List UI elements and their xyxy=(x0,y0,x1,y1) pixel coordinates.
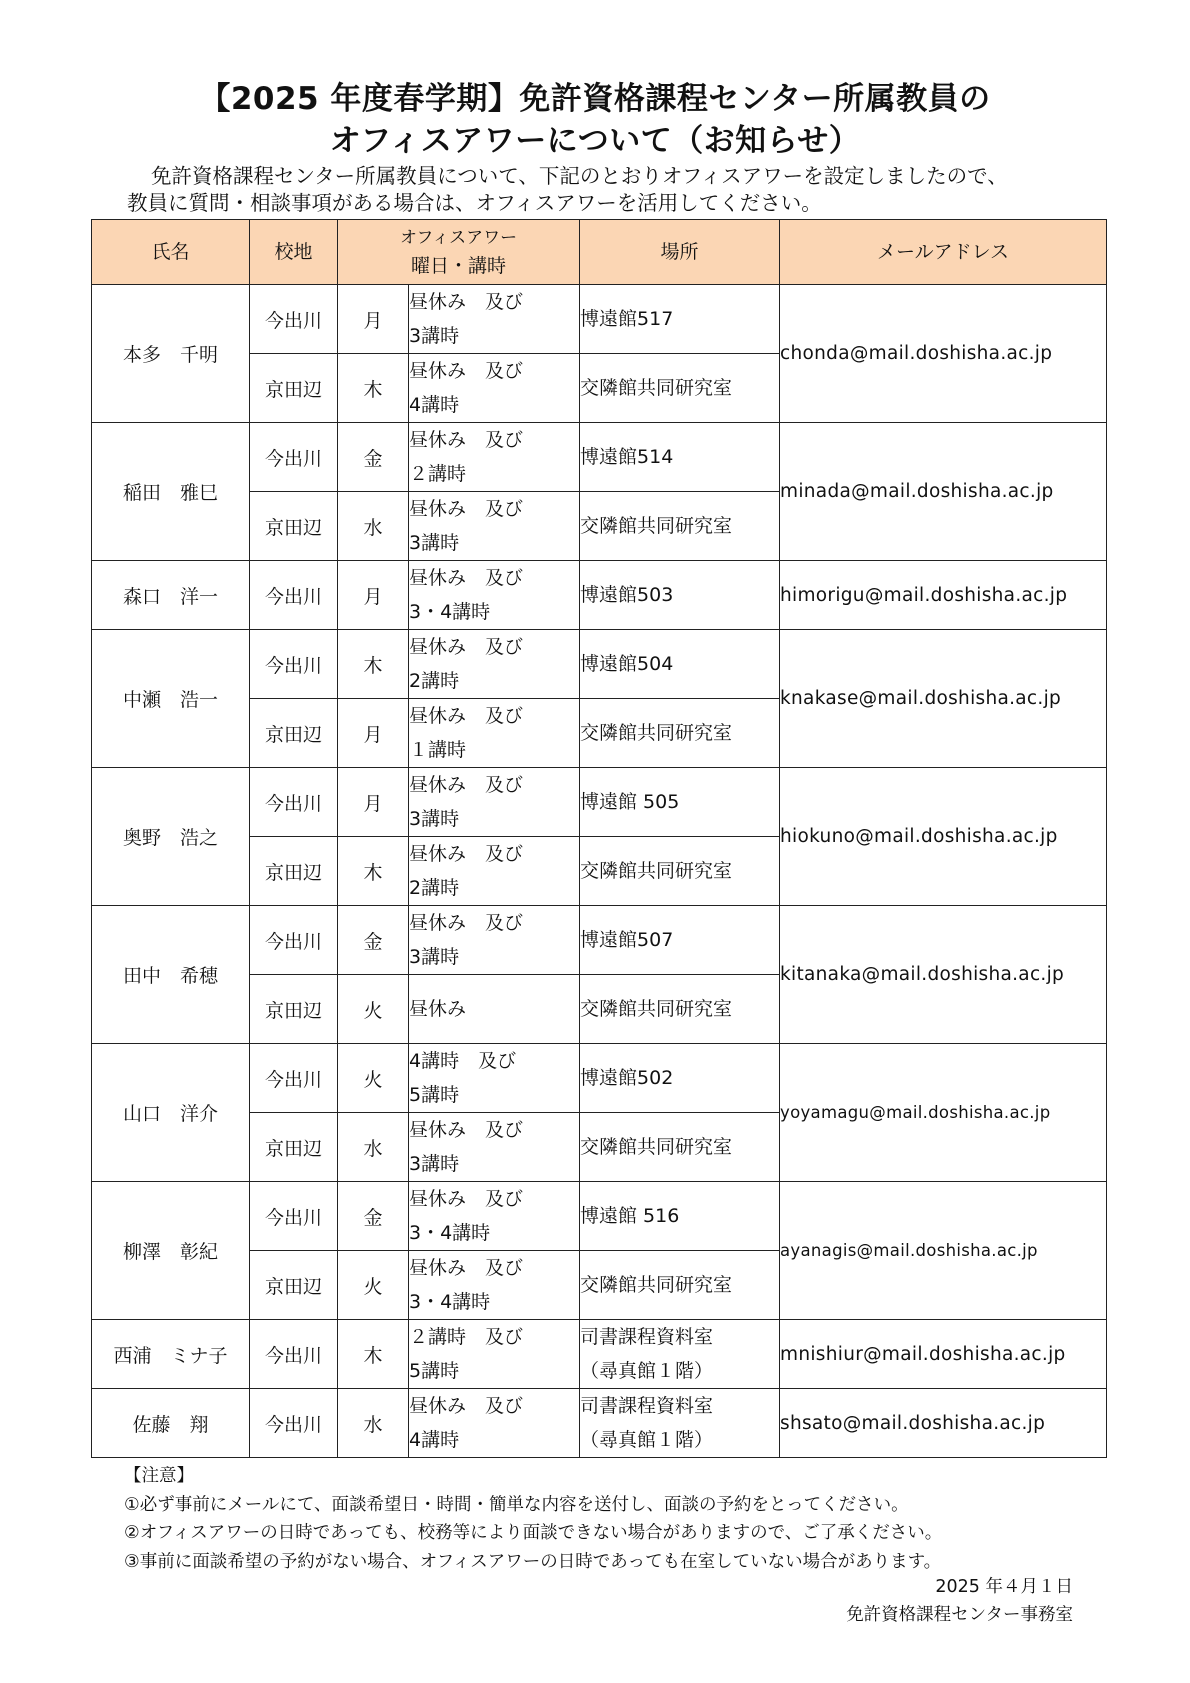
weekday-cell: 木 xyxy=(338,354,409,423)
note-item-2: ②オフィスアワーの日時であっても、校務等により面談できない場合がありますので、ご了承ください。 xyxy=(124,1523,943,1543)
period-line: 昼休み 及び xyxy=(409,498,524,520)
campus-cell: 京田辺 xyxy=(250,837,338,906)
email-address: yoyamagu@mail.doshisha.ac.jp xyxy=(780,1044,1107,1182)
teacher-name: 西浦 ミナ子 xyxy=(92,1320,250,1389)
table-row xyxy=(92,561,1107,630)
place-line: 博遠館 505 xyxy=(580,791,680,813)
period-cell xyxy=(409,285,580,354)
place-line: 博遠館503 xyxy=(580,584,674,606)
period-line: 3講時 xyxy=(409,325,460,347)
table-row xyxy=(92,768,1107,837)
place-cell xyxy=(580,1320,780,1389)
period-line: 3・4講時 xyxy=(409,1222,491,1244)
place-line: 博遠館502 xyxy=(580,1067,674,1089)
place-cell xyxy=(580,906,780,975)
period-cell xyxy=(409,768,580,837)
weekday-cell: 木 xyxy=(338,630,409,699)
place-cell xyxy=(580,1251,780,1320)
table-body xyxy=(92,285,1107,1458)
campus-cell: 京田辺 xyxy=(250,1251,338,1320)
email-address: mnishiur@mail.doshisha.ac.jp xyxy=(780,1320,1107,1389)
place-cell xyxy=(580,354,780,423)
intro-line-2: 教員に質問・相談事項がある場合は、オフィスアワーを活用してください。 xyxy=(127,191,822,215)
place-line: 博遠館 516 xyxy=(580,1205,680,1227)
period-line: ２講時 xyxy=(409,463,467,485)
period-cell xyxy=(409,354,580,423)
notes-section xyxy=(124,1462,1104,1576)
table-row xyxy=(92,1044,1107,1113)
campus-cell: 今出川 xyxy=(250,1389,338,1458)
period-cell xyxy=(409,423,580,492)
table-row xyxy=(92,1182,1107,1251)
place-cell xyxy=(580,561,780,630)
table-row xyxy=(92,423,1107,492)
period-cell xyxy=(409,1251,580,1320)
period-line: 2講時 xyxy=(409,670,460,692)
weekday-cell: 月 xyxy=(338,768,409,837)
period-line: ２講時 及び xyxy=(409,1326,524,1348)
period-cell xyxy=(409,1044,580,1113)
campus-cell: 今出川 xyxy=(250,1320,338,1389)
page-title xyxy=(0,78,1190,162)
period-line: 昼休み 及び xyxy=(409,774,524,796)
place-line: 交隣館共同研究室 xyxy=(580,377,733,399)
weekday-cell: 火 xyxy=(338,1044,409,1113)
period-line: 昼休み 及び xyxy=(409,636,524,658)
weekday-cell: 月 xyxy=(338,561,409,630)
table-row xyxy=(92,630,1107,699)
weekday-cell: 木 xyxy=(338,1320,409,1389)
teacher-name: 柳澤 彰紀 xyxy=(92,1182,250,1320)
title-line-1: 【2025 年度春学期】免許資格課程センター所属教員の xyxy=(199,81,991,117)
weekday-cell: 水 xyxy=(338,1113,409,1182)
period-line: 3・4講時 xyxy=(409,601,491,623)
period-cell xyxy=(409,1320,580,1389)
period-line: １講時 xyxy=(409,739,467,761)
weekday-cell: 月 xyxy=(338,285,409,354)
teacher-name: 森口 洋一 xyxy=(92,561,250,630)
teacher-name: 中瀬 浩一 xyxy=(92,630,250,768)
note-item-3: ③事前に面談希望の予約がない場合、オフィスアワーの日時であっても在室していない場合があります。 xyxy=(124,1551,942,1572)
campus-cell: 今出川 xyxy=(250,630,338,699)
campus-cell: 京田辺 xyxy=(250,492,338,561)
email-address: kitanaka@mail.doshisha.ac.jp xyxy=(780,906,1107,1044)
place-line: 博遠館514 xyxy=(580,446,674,468)
weekday-cell: 金 xyxy=(338,1182,409,1251)
period-line: 昼休み 及び xyxy=(409,912,524,934)
campus-cell: 今出川 xyxy=(250,561,338,630)
period-cell xyxy=(409,975,580,1044)
weekday-cell: 金 xyxy=(338,423,409,492)
campus-cell: 今出川 xyxy=(250,768,338,837)
teacher-name: 佐藤 翔 xyxy=(92,1389,250,1458)
place-line: 交隣館共同研究室 xyxy=(580,722,733,744)
place-line: 交隣館共同研究室 xyxy=(580,515,733,537)
period-line: 昼休み 及び xyxy=(409,843,524,865)
period-line: 昼休み xyxy=(409,998,467,1020)
table-row xyxy=(92,1389,1107,1458)
weekday-cell: 火 xyxy=(338,975,409,1044)
issuing-office: 免許資格課程センター事務室 xyxy=(846,1605,1073,1625)
place-line: （尋真館１階） xyxy=(580,1360,714,1382)
place-line: 交隣館共同研究室 xyxy=(580,998,733,1020)
email-address: knakase@mail.doshisha.ac.jp xyxy=(780,630,1107,768)
header-name: 氏名 xyxy=(92,220,250,285)
office-hours-table xyxy=(91,219,1107,1458)
place-line: 博遠館517 xyxy=(580,308,674,330)
weekday-cell: 火 xyxy=(338,1251,409,1320)
campus-cell: 今出川 xyxy=(250,1182,338,1251)
place-cell xyxy=(580,975,780,1044)
place-cell xyxy=(580,1182,780,1251)
intro-paragraph xyxy=(127,163,1087,217)
campus-cell: 今出川 xyxy=(250,906,338,975)
campus-cell: 京田辺 xyxy=(250,1113,338,1182)
period-line: 5講時 xyxy=(409,1084,460,1106)
period-line: 4講時 xyxy=(409,1429,460,1451)
period-cell xyxy=(409,630,580,699)
header-office-hours-sub: 曜日・講時 xyxy=(411,255,507,277)
period-line: 5講時 xyxy=(409,1360,460,1382)
campus-cell: 京田辺 xyxy=(250,975,338,1044)
teacher-name: 本多 千明 xyxy=(92,285,250,423)
place-line: 博遠館507 xyxy=(580,929,674,951)
campus-cell: 京田辺 xyxy=(250,699,338,768)
teacher-name: 奥野 浩之 xyxy=(92,768,250,906)
email-address: chonda@mail.doshisha.ac.jp xyxy=(780,285,1107,423)
campus-cell: 今出川 xyxy=(250,285,338,354)
place-cell xyxy=(580,837,780,906)
table-header-row xyxy=(92,220,1107,285)
table-row xyxy=(92,906,1107,975)
period-cell xyxy=(409,492,580,561)
period-line: 昼休み 及び xyxy=(409,567,524,589)
place-cell xyxy=(580,768,780,837)
teacher-name: 山口 洋介 xyxy=(92,1044,250,1182)
period-line: 昼休み 及び xyxy=(409,360,524,382)
teacher-name: 稲田 雅巳 xyxy=(92,423,250,561)
period-cell xyxy=(409,1182,580,1251)
email-address: himorigu@mail.doshisha.ac.jp xyxy=(780,561,1107,630)
period-cell xyxy=(409,561,580,630)
place-cell xyxy=(580,1044,780,1113)
email-address: ayanagis@mail.doshisha.ac.jp xyxy=(780,1182,1107,1320)
period-line: 昼休み 及び xyxy=(409,1188,524,1210)
place-line: 交隣館共同研究室 xyxy=(580,860,733,882)
campus-cell: 今出川 xyxy=(250,423,338,492)
period-cell xyxy=(409,699,580,768)
place-cell xyxy=(580,699,780,768)
title-line-2: オフィスアワーについて（お知らせ） xyxy=(329,123,861,159)
place-cell xyxy=(580,423,780,492)
campus-cell: 京田辺 xyxy=(250,354,338,423)
header-office-hours xyxy=(338,220,580,285)
period-cell xyxy=(409,1113,580,1182)
place-line: （尋真館１階） xyxy=(580,1429,714,1451)
period-line: 2講時 xyxy=(409,877,460,899)
weekday-cell: 月 xyxy=(338,699,409,768)
email-address: minada@mail.doshisha.ac.jp xyxy=(780,423,1107,561)
place-line: 交隣館共同研究室 xyxy=(580,1136,733,1158)
period-line: 昼休み 及び xyxy=(409,1119,524,1141)
period-line: 4講時 及び xyxy=(409,1050,517,1072)
place-line: 博遠館504 xyxy=(580,653,674,675)
campus-cell: 今出川 xyxy=(250,1044,338,1113)
period-line: 3講時 xyxy=(409,1153,460,1175)
period-line: 昼休み 及び xyxy=(409,1395,524,1417)
period-line: 昼休み 及び xyxy=(409,705,524,727)
period-cell xyxy=(409,906,580,975)
period-line: 3講時 xyxy=(409,532,460,554)
place-line: 司書課程資料室 xyxy=(580,1326,714,1348)
note-item-1: ①必ず事前にメールにて、面談希望日・時間・簡単な内容を送付し、面談の予約をとってください。 xyxy=(124,1494,909,1515)
place-cell xyxy=(580,1389,780,1458)
weekday-cell: 水 xyxy=(338,492,409,561)
period-line: 昼休み 及び xyxy=(409,1257,524,1279)
email-address: shsato@mail.doshisha.ac.jp xyxy=(780,1389,1107,1458)
period-line: 3講時 xyxy=(409,808,460,830)
place-cell xyxy=(580,492,780,561)
place-cell xyxy=(580,1113,780,1182)
place-cell xyxy=(580,630,780,699)
place-cell xyxy=(580,285,780,354)
period-line: 昼休み 及び xyxy=(409,291,524,313)
notes-heading: 【注意】 xyxy=(124,1466,194,1486)
period-line: 4講時 xyxy=(409,394,460,416)
place-line: 交隣館共同研究室 xyxy=(580,1274,733,1296)
weekday-cell: 水 xyxy=(338,1389,409,1458)
intro-line-1: 免許資格課程センター所属教員について、下記のとおりオフィスアワーを設定しましたので、 xyxy=(151,164,1008,188)
period-line: 3・4講時 xyxy=(409,1291,491,1313)
table-row xyxy=(92,1320,1107,1389)
weekday-cell: 金 xyxy=(338,906,409,975)
table-row xyxy=(92,285,1107,354)
period-line: 3講時 xyxy=(409,946,460,968)
header-email: メールアドレス xyxy=(780,220,1107,285)
header-place: 場所 xyxy=(580,220,780,285)
period-cell xyxy=(409,837,580,906)
issue-date: 2025 年４月１日 xyxy=(935,1577,1073,1597)
header-office-hours-label: オフィスアワー xyxy=(399,228,518,248)
place-line: 司書課程資料室 xyxy=(580,1395,714,1417)
header-campus: 校地 xyxy=(250,220,338,285)
teacher-name: 田中 希穂 xyxy=(92,906,250,1044)
weekday-cell: 木 xyxy=(338,837,409,906)
email-address: hiokuno@mail.doshisha.ac.jp xyxy=(780,768,1107,906)
period-line: 昼休み 及び xyxy=(409,429,524,451)
period-cell xyxy=(409,1389,580,1458)
